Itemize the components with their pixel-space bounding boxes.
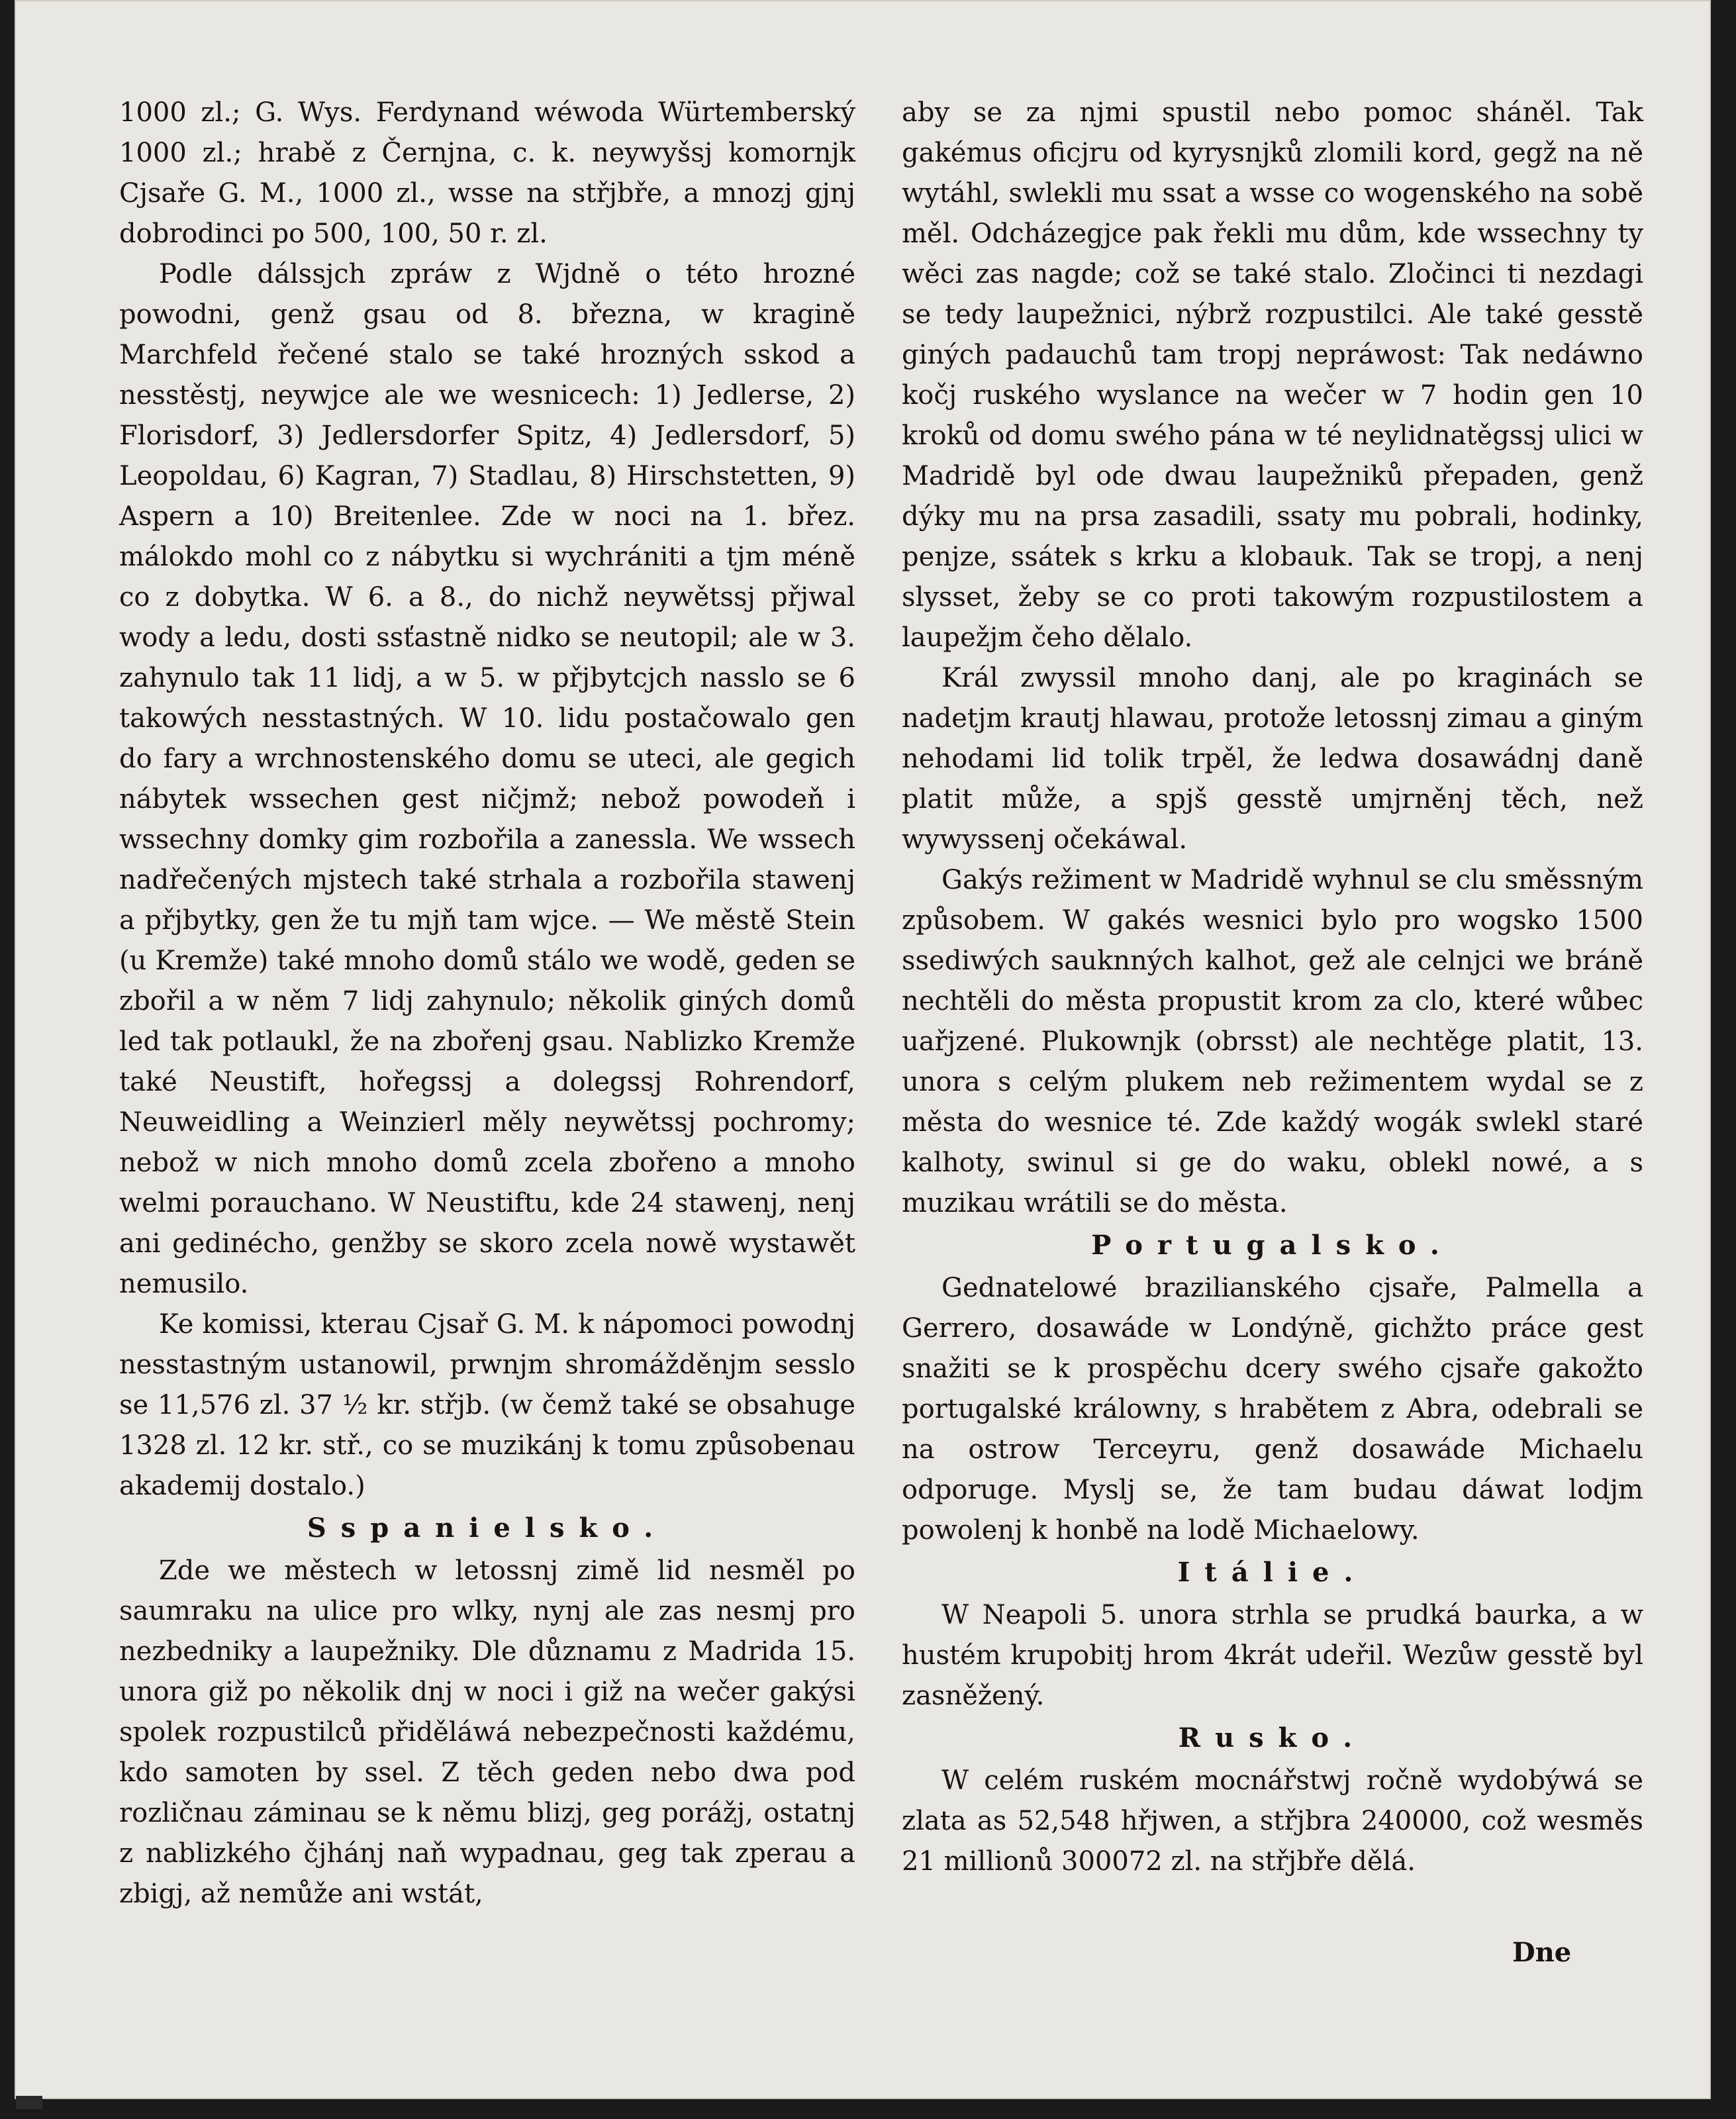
- section-heading-spain: Sspanielsko.: [307, 1512, 668, 1544]
- right-column: [902, 93, 1643, 1882]
- newspaper-page: [15, 0, 1711, 2099]
- section-heading-russia: Rusko.: [1178, 1722, 1367, 1753]
- paragraph-madrid-robbers: Zde we městech w letossnj zimě lid nesměl po saumraku na ulice pro wlky, nynj ale zas nesmj pro nezbedniky a laupežniky. Dle důznamu z Madrida 15. unora giž po několik dnj w noci i giž na wečer gakýsi spolek rozpustilců přiděláwá nebezpečnosti každému, kdo samoten by ssel. Z těch geden nebo dwa pod rozličnau záminau se k němu blizj, geg porážj, ostatnj z nablizkého čjhánj naň wypadnau, geg tak zperau a zbigj, až nemůže ani wstát,: [119, 1555, 855, 1909]
- paragraph-regiment-trousers: Gakýs režiment w Madridě wyhnul se clu směssným způsobem. W gakés wesnici bylo pro wogsko 1500 ssediwých sauknných kalhot, gež ale celnjci we bráně nechtěli do města propustit krom za clo, které wůbec uařjzené. Plukownjk (obrsst) ale nechtěge platit, 13. unora s celým plukem neb režimentem wydal se z města do wesnice té. Zde každý wogák swlekl staré kalhoty, swinul si ge do waku, oblekl nowé, a s muzikau wrátili se do města.: [902, 865, 1643, 1218]
- paragraph-russian-gold: W celém ruském mocnářstwj ročně wydobýwá se zlata as 52,548 hřjwen, a střjbra 240000, což wesměs 21 millionů 300072 zl. na střjbře dělá.: [902, 1765, 1643, 1877]
- page-edge-mark: [16, 2096, 42, 2109]
- paragraph-brazil-envoys: Gednatelowé brazilianského cjsaře, Palmella a Gerrero, dosawáde w Londýně, gichžto práce gest snažiti se k prospěchu dcery swého cjsaře gakožto portugalské králowny, s hrabětem z Abra, odebrali se na ostrow Terceyru, genž dosawáde Michaelu odporuge. Myslj se, že tam budau dáwat lodjm powolenj k honbě na lodě Michaelowy.: [902, 1273, 1643, 1546]
- section-heading-italy: Itálie.: [1177, 1557, 1368, 1588]
- paragraph-commission: Ke komissi, kterau Cjsař G. M. k nápomoci powodnj nesstastným ustanowil, prwnjm shromážděnjm sesslo se 11,576 zl. 37 ½ kr. střjb. (w čemž také se obsahuge 1328 zl. 12 kr. stř., co se muzikánj k tomu způsobenau akademij dostalo.): [119, 1309, 855, 1501]
- section-heading-portugal: Portugalsko.: [1091, 1230, 1454, 1261]
- paragraph-king-taxes: Král zwyssil mnoho danj, ale po kraginách se nadetjm krautj hlawau, protože letossnj zimau a giným nehodami lid tolik trpěl, že ledwa dosawádnj daně platit může, a spjš gesstě umjrněnj těch, než wywyssenj očekáwal.: [902, 663, 1643, 855]
- paragraph-madrid-continued: aby se za njmi spustil nebo pomoc sháněl. Tak gakémus oficjru od kyrysnjků zlomili kord, gegž na ně wytáhl, swlekli mu ssat a wsse co wogenského na sobě měl. Odcházegjce pak řekli mu dům, kde wssechny ty wěci zas nagde; což se také stalo. Zločinci ti nezdagi se tedy laupežnici, nýbrž rozpustilci. Ale také gesstě giných padauchů tam tropj nepráwost: Tak nedáwno kočj ruského wyslance na wečer w 7 hodin gen 10 kroků od domu swého pána w té neylidnatěgssj ulici w Madridě byl ode dwau laupežniků přepaden, genž dýky mu na prsa zasadili, ssaty mu pobrali, hodinky, penjze, ssátek s krku a klobauk. Tak se tropj, a nenj slysset, žeby se co proti takowým rozpustilostem a laupežjm čeho dělalo.: [902, 97, 1643, 653]
- paragraph-flood-report: Podle dálssjch zpráw z Wjdně o této hrozné powodni, genž gsau od 8. března, w kragině Marchfeld řečené stalo se také hrozných sskod a nesstěstj, neywjce ale we wesnicech: 1) Jedlerse, 2) Florisdorf, 3) Jedlersdorfer Spitz, 4) Jedlersdorf, 5) Leopoldau, 6) Kagran, 7) Stadlau, 8) Hirschstetten, 9) Aspern a 10) Breitenlee. Zde w noci na 1. břez. málokdo mohl co z nábytku si wychrániti a tjm méně co z dobytka. W 6. a 8., do nichž neywětssj přjwal wody a ledu, dosti ssťastně nidko se neutopil; ale w 3. zahynulo tak 11 lidj, a w 5. w přjbytcjch nasslo se 6 takowých nesstastných. W 10. lidu postačowalo gen do fary a wrchnostenského domu se uteci, ale gegich nábytek wssechen gest ničjmž; nebož powodeň i wssechny domky gim rozbořila a zanessla. We wssech nadřečených mjstech také strhala a rozbořila stawenj a přjbytky, gen že tu mjň tam wjce. — We městě Stein (u Kremže) také mnoho domů stálo we wodě, geden se zbořil a w něm 7 lidj zahynulo; několik giných domů led tak potlaukl, že na zbořenj gsau. Nablizko Kremže také Neustift, hořegssj a dolegssj Rohrendorf, Neuweidling a Weinzierl měly neywětssj pochromy; nebož w nich mnoho domů zcela zbořeno a mnoho welmi porauchano. W Neustiftu, kde 24 stawenj, nenj ani gedinécho, genžby se skoro zcela nowě wystawět nemusilo.: [119, 259, 855, 1299]
- left-column: [119, 93, 855, 1914]
- catchword: Dne: [1512, 1937, 1572, 1968]
- paragraph-donations: 1000 zl.; G. Wys. Ferdynand wéwoda Würtemberský 1000 zl.; hrabě z Černjna, c. k. neywyšsj komornjk Cjsaře G. M., 1000 zl., wsse na střjbře, a mnozj gjnj dobrodinci po 500, 100, 50 r. zl.: [119, 97, 855, 249]
- paragraph-naples-storm: W Neapoli 5. unora strhla se prudká baurka, a w hustém krupobitj hrom 4krát udeřil. Wezůw gesstě byl zasněžený.: [902, 1600, 1643, 1711]
